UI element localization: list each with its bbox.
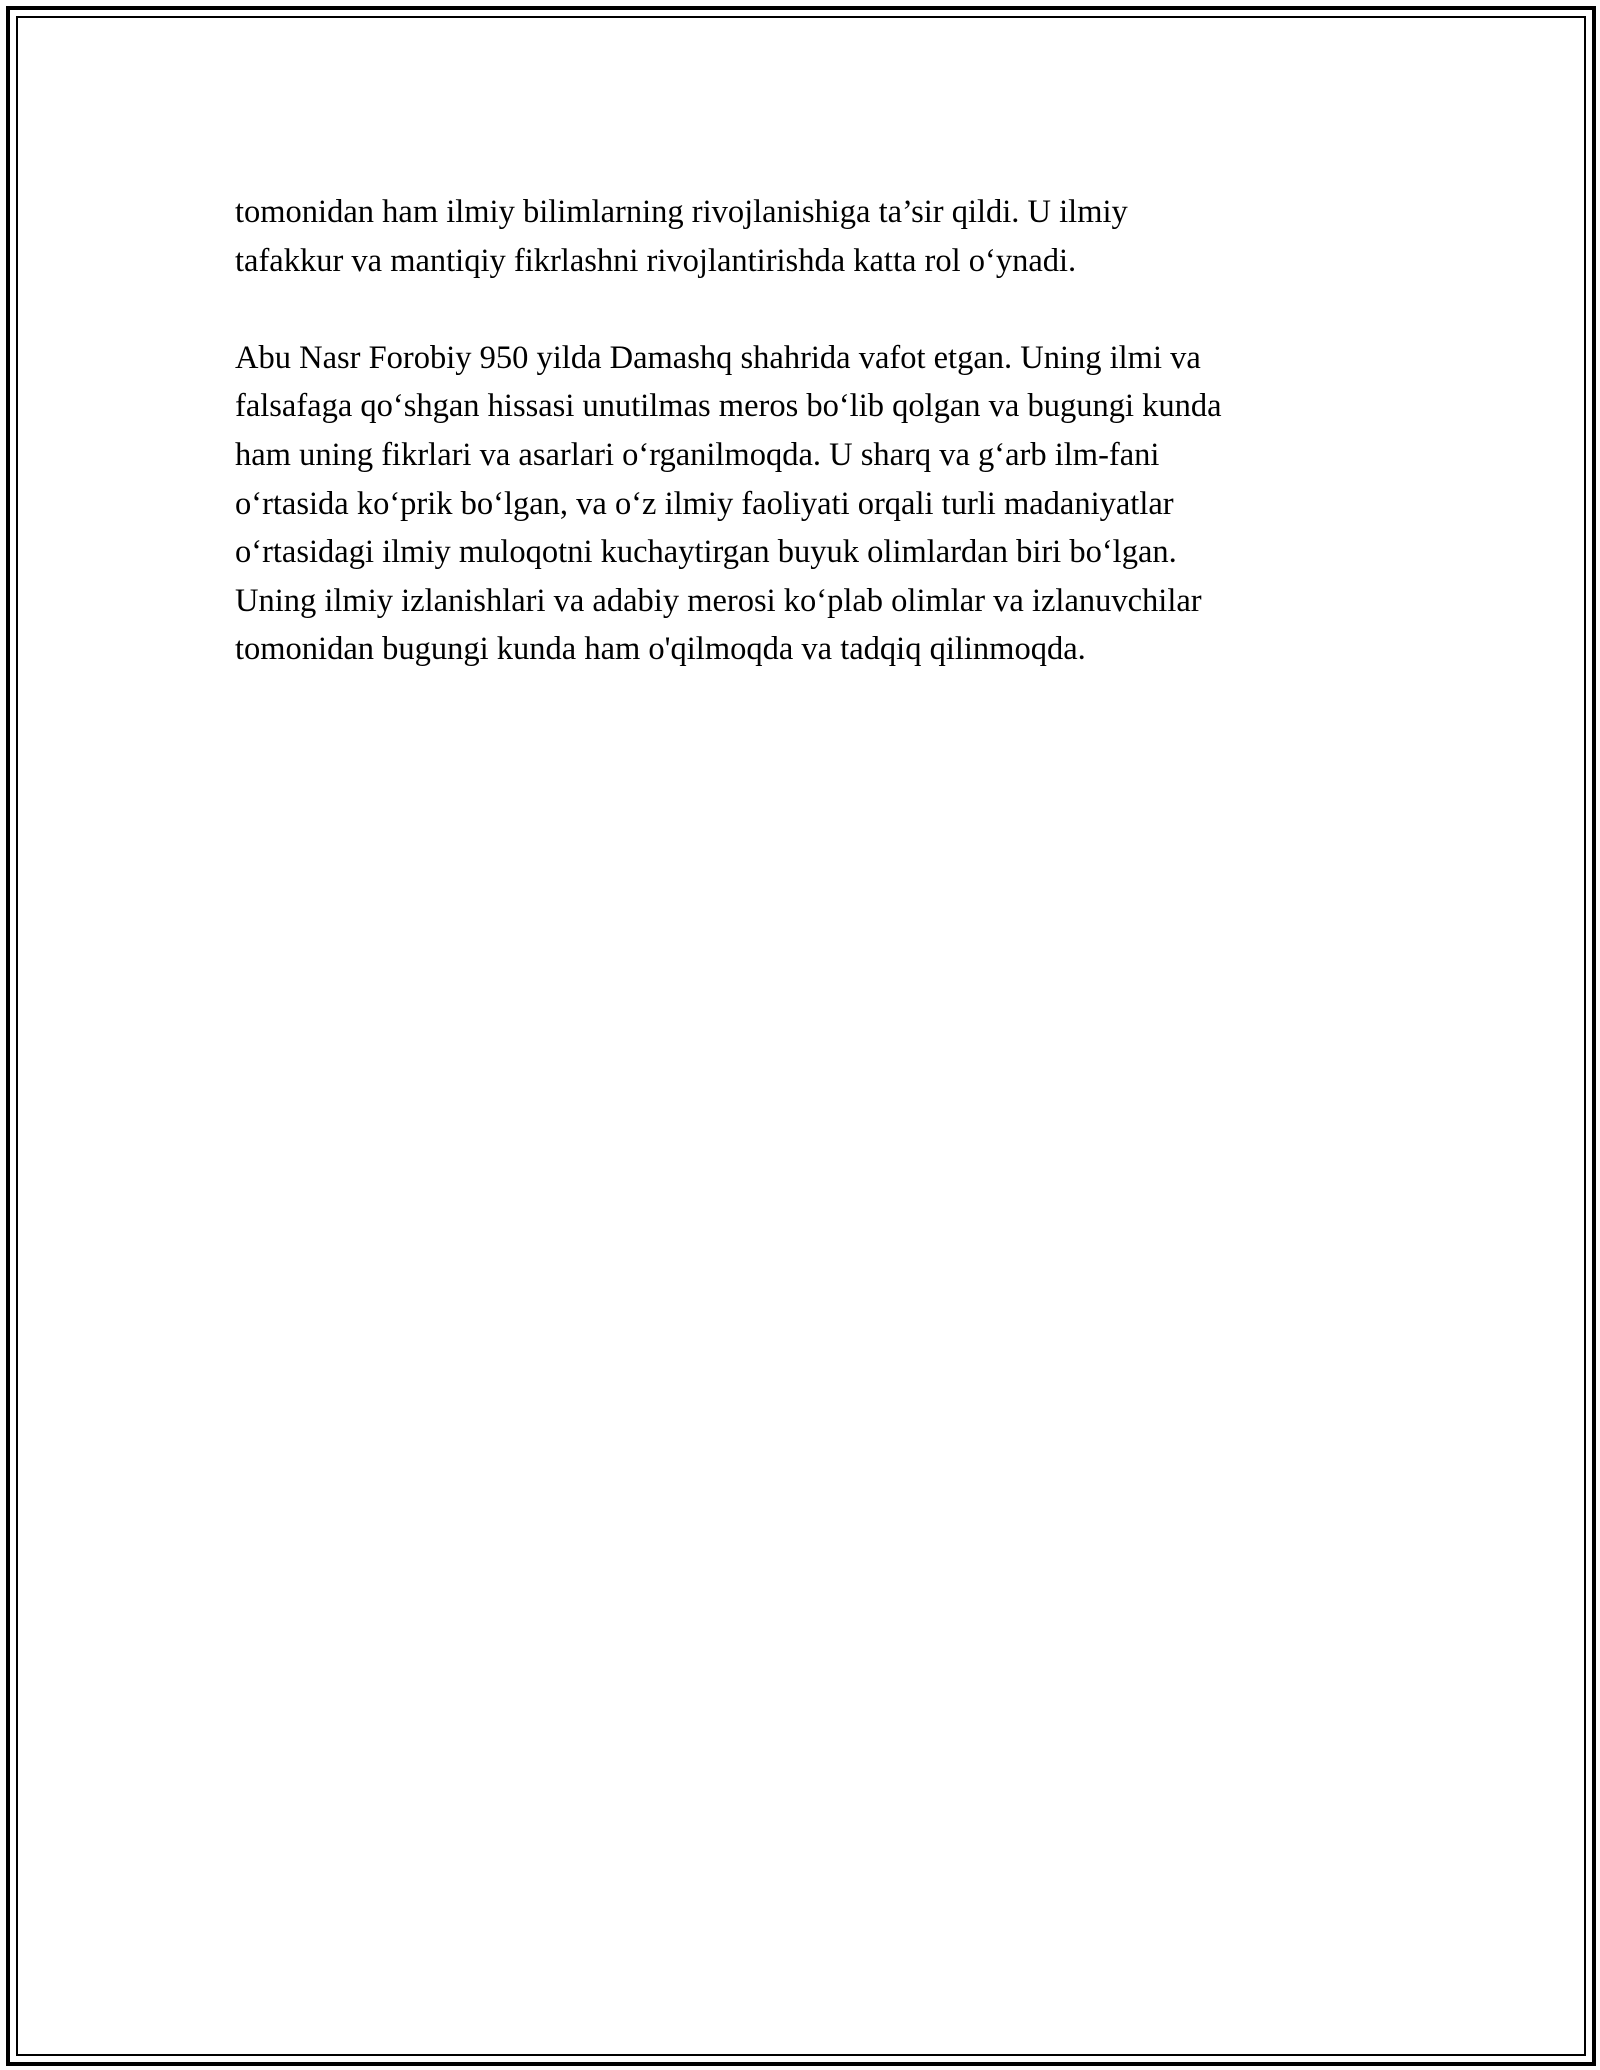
text-line: o‘rtasidagi ilmiy muloqotni kuchaytirgan buyuk olimlardan biri bo‘lgan. [235, 534, 1177, 571]
text-line: o‘rtasida ko‘prik bo‘lgan, va o‘z ilmiy faoliyati orqali turli madaniyatlar [235, 485, 1174, 522]
text-line: Uning ilmiy izlanishlari va adabiy merosi ko‘plab olimlar va izlanuvchilar [235, 582, 1202, 619]
document-body [235, 188, 1365, 674]
text-line: tomonidan ham ilmiy bilimlarning rivojlanishiga ta’sir qildi. U ilmiy [235, 194, 1128, 230]
paragraph-1 [235, 188, 1365, 285]
text-line: Abu Nasr Forobiy 950 yilda Damashq shahrida vafot etgan. Uning ilmi va [235, 339, 1201, 376]
text-line: tafakkur va mantiqiy fikrlashni rivojlantirishda katta rol o‘ynadi. [235, 242, 1077, 279]
paragraph-2 [235, 334, 1365, 674]
text-line: falsafaga qo‘shgan hissasi unutilmas meros bo‘lib qolgan va bugungi kunda [235, 388, 1222, 425]
text-line: tomonidan bugungi kunda ham o'qilmoqda va tadqiq qilinmoqda. [235, 631, 1086, 668]
paragraph-spacer [235, 285, 1365, 334]
text-line: ham uning fikrlari va asarlari o‘rganilmoqda. U sharq va g‘arb ilm-fani [235, 436, 1160, 473]
